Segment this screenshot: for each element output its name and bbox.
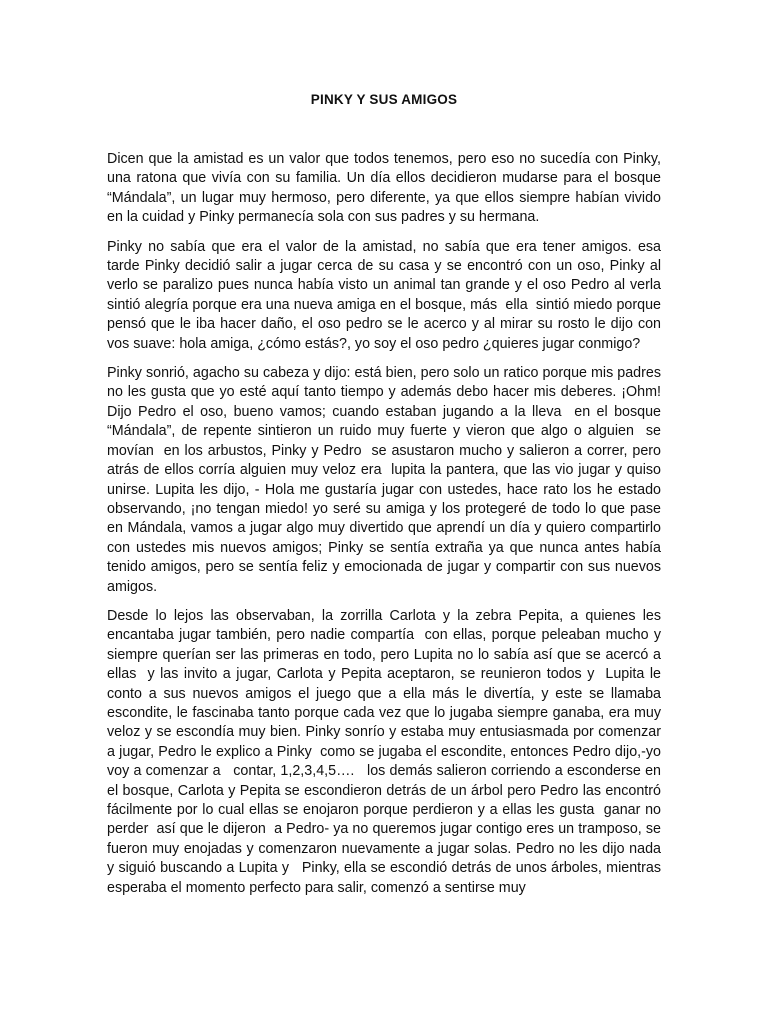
paragraph-1: Dicen que la amistad es un valor que todos tenemos, pero eso no sucedía con Pinky, una ratona que vivía con su familia. Un día ellos decidieron mudarse para el bosque “Mándala”, un lugar muy hermoso, pero diferente, ya que ellos siempre habían vivido en la cuidad y Pinky permanecía sola con sus padres y su hermana.: [107, 151, 665, 226]
story-body: [107, 150, 669, 908]
page-title: PINKY Y SUS AMIGOS: [310, 92, 458, 107]
paragraph-2: Pinky no sabía que era el valor de la amistad, no sabía que era tener amigos. esa tarde Pinky decidió salir a jugar cerca de su casa y se encontró con un oso, Pinky al verlo se paralizo pues nunca había visto un animal tan grande y el oso Pedro al verla sintió alegría porque era una nueva amiga en el bosque, más ella sintió miedo porque pensó que le iba hacer daño, el oso pedro se le acerco y al mirar su rosto le dijo con vos suave: hola amiga, ¿cómo estás?, yo soy el oso pedro ¿quieres jugar conmigo?: [107, 238, 665, 352]
paragraph-4: Desde lo lejos las observaban, la zorrilla Carlota y la zebra Pepita, a quienes les encantaba jugar también, pero nadie compartía con ellas, porque peleaban mucho y siempre querían ser las primeras en todo, pero Lupita no lo sabía así que se acercó a ellas y las invito a jugar, Carlota y Pepita aceptaron, se reunieron todos y Lupita le conto a sus nuevos amigos el juego que a ella más le divertía, y este se llamaba escondite, le fascinaba tanto porque cada vez que lo jugaba siempre ganaba, era muy veloz y se escondía muy bien. Pinky sonrío y estaba muy entusiasmada por comenzar a jugar, Pedro le explico a Pinky como se jugaba el escondite, entonces Pedro dijo,-yo voy a comenzar a contar, 1,2,3,4,5…. los demás salieron corriendo a esconderse en el bosque, Carlota y Pepita se escondieron detrás de un árbol pero Pedro las encontró fácilmente por lo cual ellas se enojaron porque perdieron y a ellas les gusta ganar no perder así que le dijeron a Pedro- ya no queremos jugar contigo eres un tramposo, se fueron muy enojadas y comenzaron nuevamente a jugar solas. Pedro no les dijo nada y siguió buscando a Lupita y Pinky, ella se escondió detrás de unos árboles, mientras esperaba el momento perfecto para salir, comenzó a sentirse muy: [107, 607, 665, 896]
paragraph-3: Pinky sonrió, agacho su cabeza y dijo: está bien, pero solo un ratico porque mis padres no les gusta que yo esté aquí tanto tiempo y además debo hacer mis deberes. ¡Ohm! Dijo Pedro el oso, bueno vamos; cuando estaban jugando a la lleva en el bosque “Mándala”, de repente sintieron un ruido muy fuerte y vieron que algo o alguien se movían en los arbustos, Pinky y Pedro se asustaron mucho y salieron a correr, pero atrás de ellos corría alguien muy veloz era lupita la pantera, que las vio jugar y quiso unirse. Lupita les dijo, - Hola me gustaría jugar con ustedes, hace rato los he estado observando, ¡no tengan miedo! yo seré su amiga y los protegeré de todo lo que pase en Mándala, vamos a jugar algo muy divertido que aprendí un día y quiero compartirlo con ustedes mis nuevos amigos; Pinky se sentía extraña ya que nunca antes había tenido amigos, pero se sentía feliz y emocionada de jugar y compartir con sus nuevos amigos.: [107, 365, 669, 595]
